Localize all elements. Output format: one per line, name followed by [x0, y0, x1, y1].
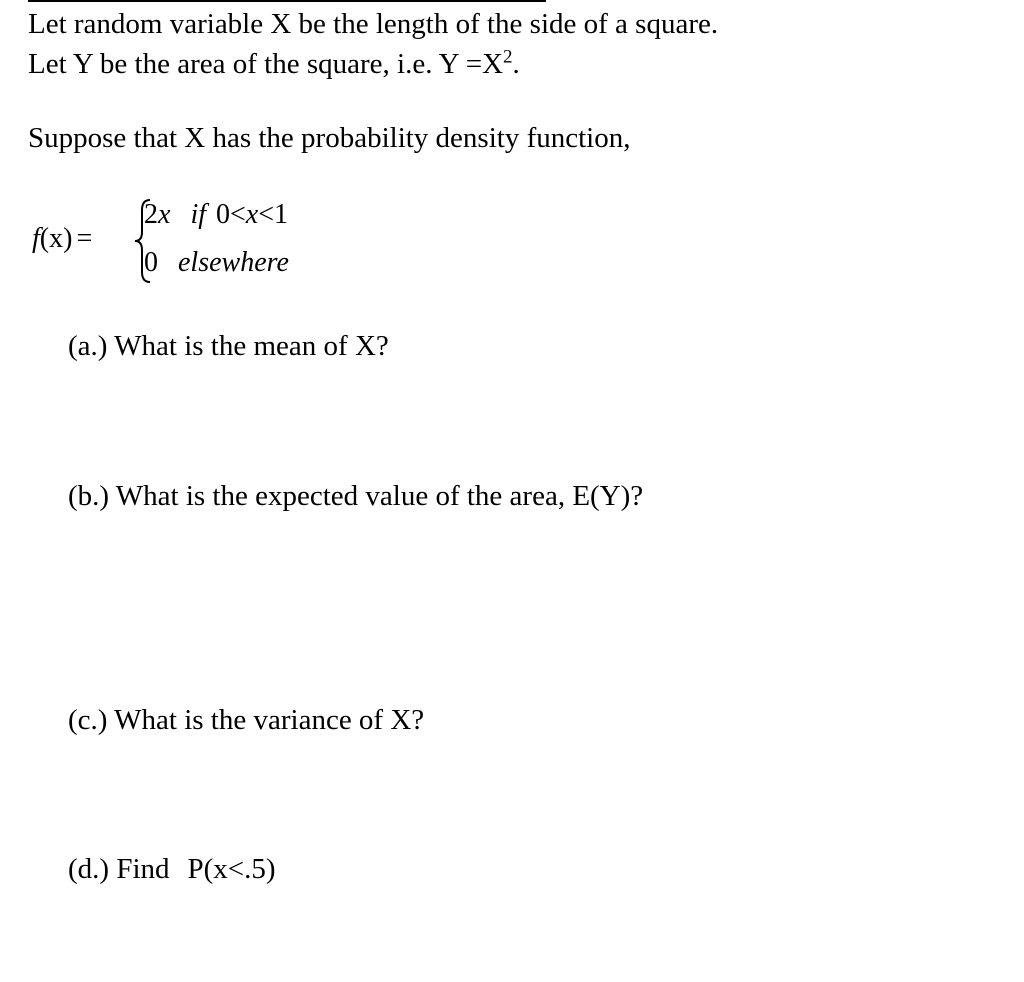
question-c: (c.) What is the variance of X?	[68, 704, 425, 736]
case1-lt-1: <	[230, 199, 246, 230]
pdf-equals: =	[76, 223, 93, 254]
intro-line-2-period: .	[512, 48, 520, 80]
case1-lt-2: <	[258, 199, 275, 230]
question-d-label: (d.) Find	[68, 853, 170, 885]
pdf-lhs	[32, 222, 92, 256]
case1-variable: x	[158, 199, 171, 230]
case2-value: 0	[144, 247, 158, 278]
exponent: 2	[503, 46, 513, 68]
case1-upper: 1	[274, 199, 289, 230]
pdf-equation	[32, 194, 372, 290]
question-b: (b.) What is the expected value of the area, E(Y)?	[68, 480, 644, 512]
question-d-expression: P(x<.5)	[187, 853, 276, 885]
intro-line-2-text: Let Y be the area of the square, i.e. Y =X	[28, 48, 504, 80]
case1-lower: 0	[216, 199, 230, 230]
intro-line-1: Let random variable X be the length of the side of a square.	[28, 8, 719, 40]
case2-condition: elsewhere	[178, 247, 289, 278]
case1-coefficient: 2	[144, 199, 158, 230]
pdf-case-1	[144, 198, 288, 232]
question-d	[68, 851, 276, 887]
top-rule	[28, 0, 546, 2]
question-a: (a.) What is the mean of X?	[68, 330, 389, 362]
case1-cond-var: x	[245, 199, 259, 230]
pdf-function-arg: (x)	[39, 223, 73, 254]
intro-line-2	[28, 46, 520, 82]
pdf-case-2	[144, 246, 289, 280]
intro-line-3: Suppose that X has the probability density function,	[28, 122, 631, 154]
pdf-function-name: f	[32, 223, 40, 254]
case1-if: if	[190, 199, 206, 230]
